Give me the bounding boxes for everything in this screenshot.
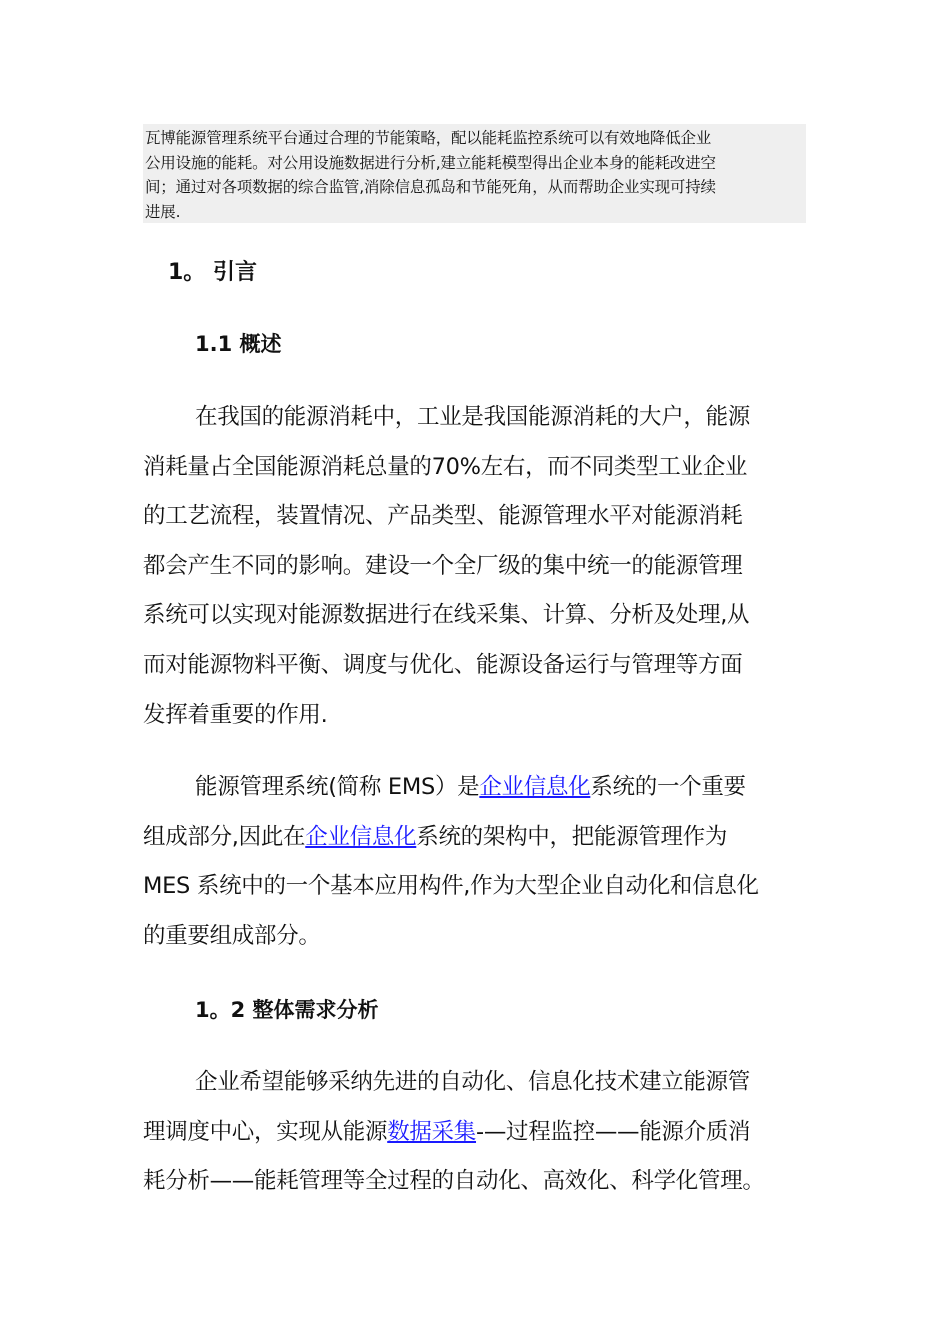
abstract-line: 公用设施的能耗。对公用设施数据进行分析,建立能耗模型得出企业本身的能耗改进空 — [145, 153, 716, 172]
abstract-line: 瓦博能源管理系统平台通过合理的节能策略，配以能耗监控系统可以有效地降低企业 — [145, 129, 712, 147]
paragraph-ems — [143, 763, 823, 961]
paragraph-line — [143, 813, 823, 863]
section-1-heading: 1。 引言 — [168, 260, 257, 285]
paragraph-line: 耗分析——能耗管理等全过程的自动化、高效化、科学化管理。 — [143, 1168, 765, 1195]
paragraph-line: 的工艺流程，装置情况、产品类型、能源管理水平对能源消耗 — [143, 503, 743, 530]
paragraph-line: 的重要组成部分。 — [143, 922, 321, 949]
text-run: -—过程监控——能源介质消 — [476, 1118, 751, 1145]
text-run: 组成部分,因此在 — [143, 823, 306, 850]
enterprise-informatization-link[interactable]: 企业信息化 — [305, 823, 417, 850]
data-collection-link[interactable]: 数据采集 — [387, 1118, 477, 1145]
paragraph-line: 在我国的能源消耗中，工业是我国能源消耗的大户，能源 — [195, 404, 751, 430]
enterprise-informatization-link[interactable]: 企业信息化 — [479, 774, 591, 800]
text-run: 系统的架构中，把能源管理作为 — [416, 823, 728, 850]
paragraph-line: 发挥着重要的作用. — [143, 701, 328, 728]
text-run: 能源管理系统(简称 EMS）是 — [195, 774, 480, 800]
abstract-line: 进展. — [145, 202, 181, 221]
paragraph-line: 都会产生不同的影响。建设一个全厂级的集中统一的能源管理 — [143, 552, 743, 579]
paragraph-requirements — [143, 1058, 823, 1207]
paragraph-line — [143, 763, 823, 813]
abstract-box — [143, 124, 806, 223]
paragraph-line: 系统可以实现对能源数据进行在线采集、计算、分析及处理,从 — [143, 602, 750, 629]
section-1-2-heading: 1。2 整体需求分析 — [195, 998, 379, 1022]
paragraph-line: 企业希望能够采纳先进的自动化、信息化技术建立能源管 — [195, 1069, 751, 1095]
paragraph-line — [143, 1108, 823, 1158]
text-run: 理调度中心，实现从能源 — [143, 1118, 388, 1145]
paragraph-overview — [143, 393, 823, 740]
text-run: 系统的一个重要 — [590, 774, 746, 800]
abstract-line: 间；通过对各项数据的综合监管,消除信息孤岛和节能死角，从而帮助企业实现可持续 — [145, 178, 716, 196]
paragraph-line: MES 系统中的一个基本应用构件,作为大型企业自动化和信息化 — [143, 873, 759, 900]
paragraph-line: 而对能源物料平衡、调度与优化、能源设备运行与管理等方面 — [143, 651, 743, 678]
section-1-1-heading: 1.1 概述 — [195, 332, 282, 356]
paragraph-line: 消耗量占全国能源消耗总量的70%左右，而不同类型工业企业 — [143, 453, 748, 480]
